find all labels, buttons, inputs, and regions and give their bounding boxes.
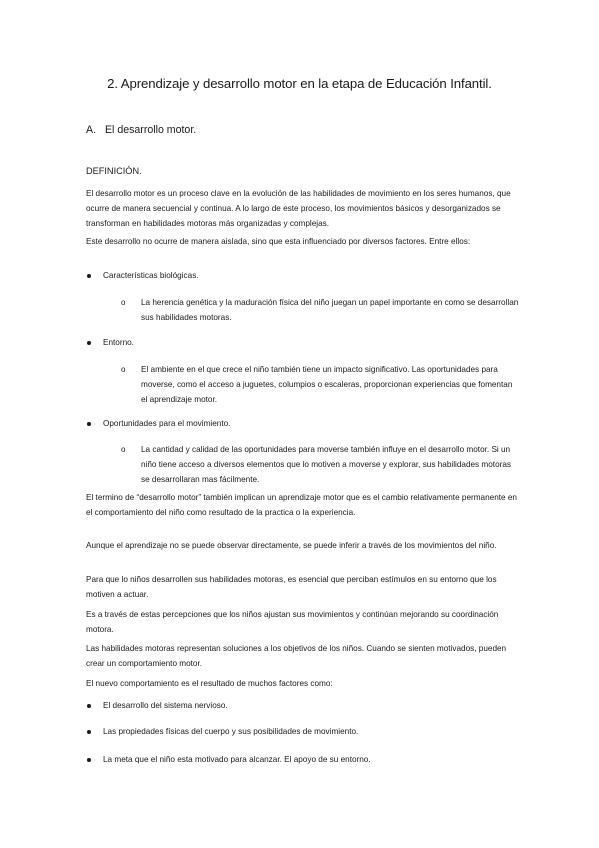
bullet-icon xyxy=(87,422,91,426)
bullet-icon xyxy=(87,341,91,345)
paragraph-2: Este desarrollo no ocurre de manera aislada, sino que esta influenciado por diversos factores. Entre ellos: xyxy=(86,237,471,246)
list-item-text: El desarrollo del sistema nervioso. xyxy=(103,701,228,710)
factor-detail-text: El ambiente en el que crece el niño también tiene un impacto significativo. Las oportunidades para moverse, como el acceso a juguetes, columpios o escaleras, proporcionan experiencias que fomentan el aprendizaje motor. xyxy=(141,365,513,405)
paragraph-1: El desarrollo motor es un proceso clave en la evolución de las habilidades de movimiento en los seres humanos, que ocurre de manera secuencial y continua. A lo largo de este proceso, los movimientos básicos y desorganizados se transforman en habilidades motoras más organizadas y complejas. xyxy=(86,189,511,229)
bullet-icon xyxy=(87,274,91,278)
document-title: 2. Aprendizaje y desarrollo motor en la etapa de Educación Infantil. xyxy=(107,76,492,91)
section-letter: A. xyxy=(86,124,97,136)
factor-label: Características biológicas. xyxy=(103,271,199,280)
bullet-icon xyxy=(87,730,91,734)
paragraph-4: Aunque el aprendizaje no se puede observar directamente, se puede inferir a través de los movimientos del niño. xyxy=(86,541,497,550)
circle-bullet-icon: o xyxy=(121,298,126,307)
factor-detail-text: La cantidad y calidad de las oportunidades para moverse también influye en el desarrollo motor. Si un niño tiene acceso a diversos elementos que lo motiven a moverse y explorar, sus habilidades motoras se desarrollaran mas fácilmente. xyxy=(141,445,511,485)
circle-bullet-icon: o xyxy=(121,365,126,374)
factor-label: Entorno. xyxy=(103,338,134,347)
bullet-icon xyxy=(87,758,91,762)
circle-bullet-icon: o xyxy=(121,445,126,454)
list-item-text: Las propiedades físicas del cuerpo y sus posibilidades de movimiento. xyxy=(103,727,359,736)
paragraph-3: El termino de “desarrollo motor” también implican un aprendizaje motor que es el cambio relativamente permanente en el comportamiento del niño como resultado de la practica o la experiencia. xyxy=(86,493,517,518)
factor-detail xyxy=(121,295,519,325)
paragraph-5: Para que lo niños desarrollen sus habilidades motoras, es esencial que perciban estímulos en su entorno que los motiven a actuar. xyxy=(86,575,497,600)
factor-detail xyxy=(121,362,519,408)
factor-label: Oportunidades para el movimiento. xyxy=(103,419,231,428)
section-title: El desarrollo motor. xyxy=(104,124,197,136)
paragraph-7: Las habilidades motoras representan soluciones a los objetivos de los niños. Cuando se sienten motivados, pueden crear un comportamiento motor. xyxy=(86,644,507,669)
factor-detail xyxy=(121,442,519,488)
bullet-icon xyxy=(87,704,91,708)
definition-heading: DEFINICIÓN. xyxy=(86,166,142,176)
paragraph-8: El nuevo comportamiento es el resultado de muchos factores como: xyxy=(86,679,333,688)
paragraph-6: Es a través de estas percepciones que los niños ajustan sus movimientos y continúan mejorando su coordinación motora. xyxy=(86,610,499,635)
section-heading xyxy=(86,124,196,136)
list-item-text: La meta que el niño esta motivado para alcanzar. El apoyo de su entorno. xyxy=(103,755,371,764)
factor-detail-text: La herencia genética y la maduración física del niño juegan un papel importante en como se desarrollan sus habilidades motoras. xyxy=(141,298,519,323)
